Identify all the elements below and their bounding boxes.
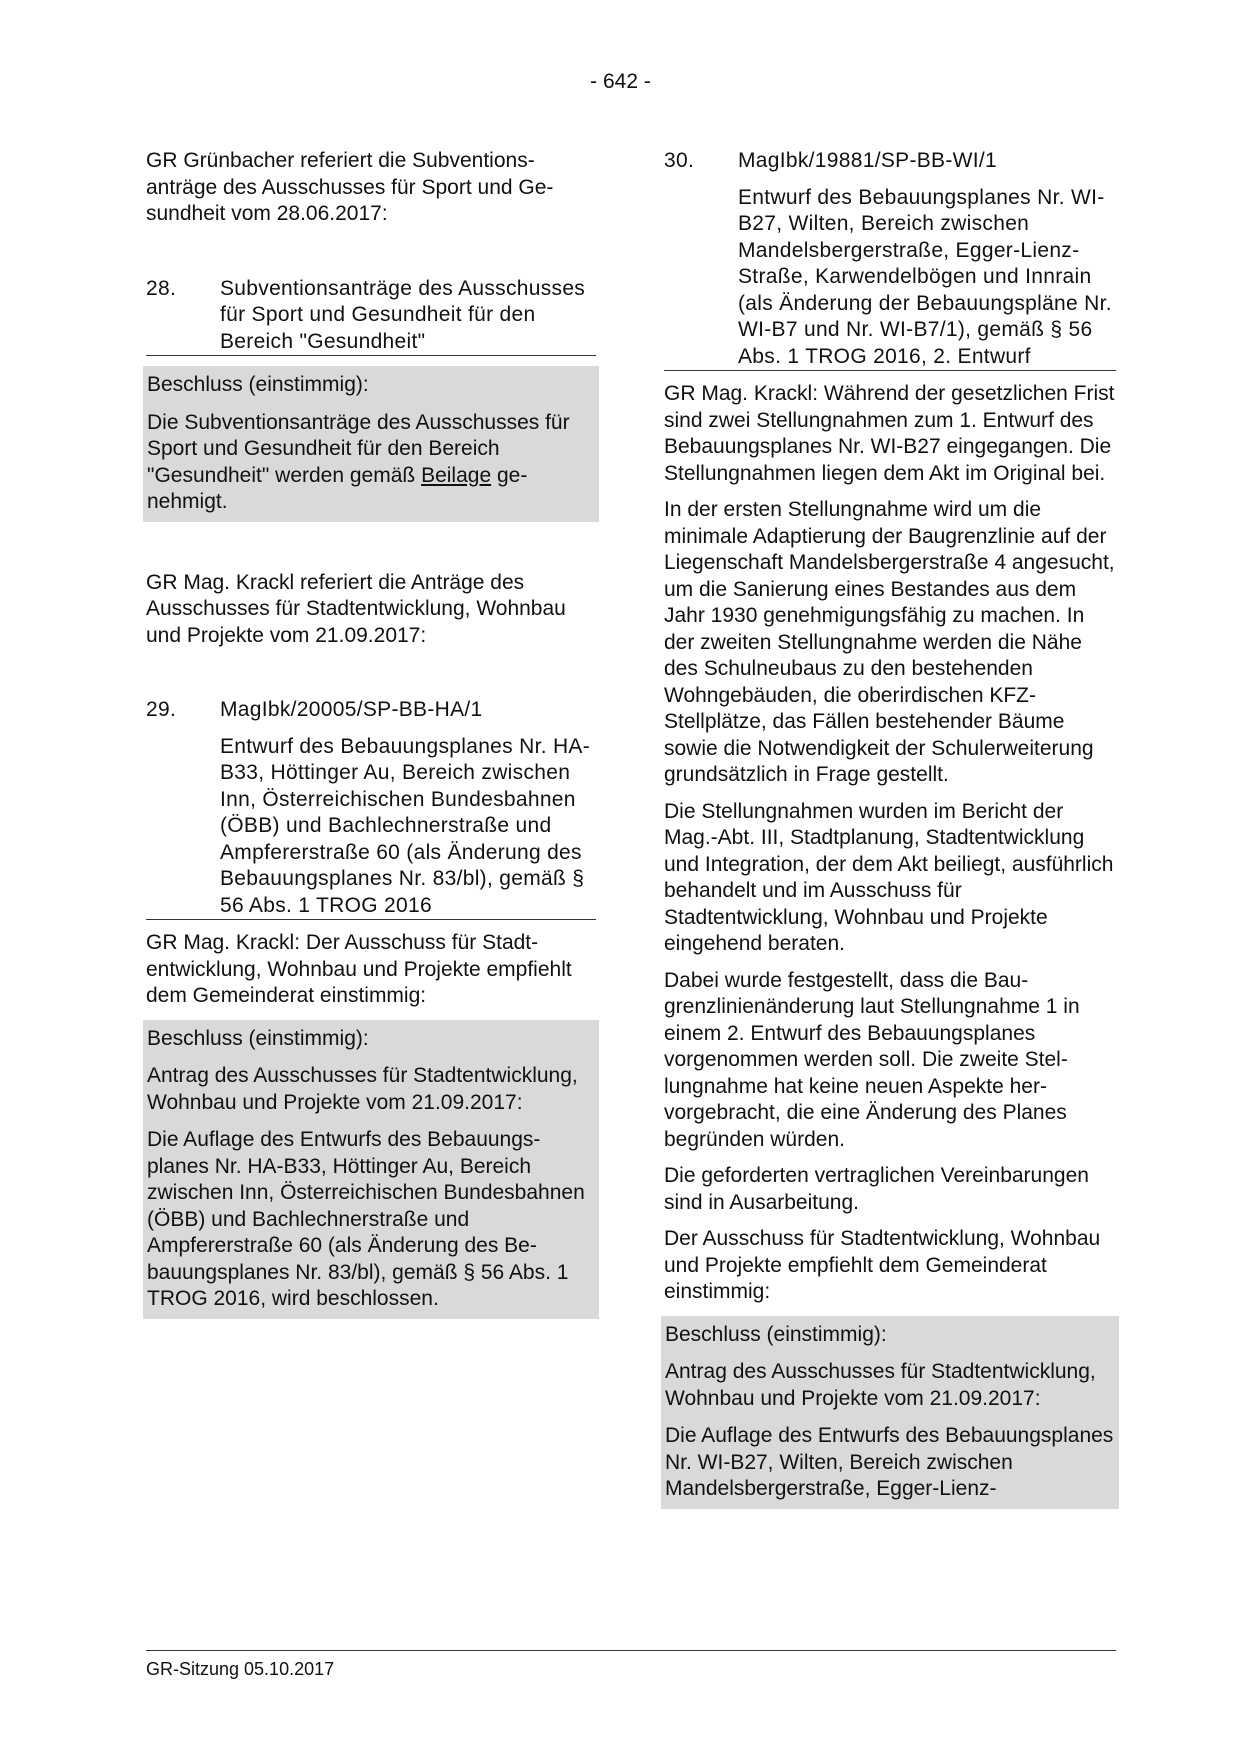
agenda-item-30 — [664, 148, 1116, 175]
paragraph-5: Die geforderten vertraglichen Vereinbarungen sind in Ausarbeitung. — [664, 1164, 1089, 1214]
agenda-item-28 — [146, 276, 596, 357]
item-code: MagIbk/20005/SP-BB-HA/1 — [220, 698, 483, 721]
item-title: Subventionsanträge des Ausschusses für Sport und Gesundheit für den Bereich "Gesundheit" — [220, 276, 586, 353]
paragraph-1: GR Mag. Krackl: Während der gesetzlichen Frist sind zwei Stellungnahmen zum 1. Entwurf des Bebauungsplanes Nr. WI-B27 eingegangen. Die Stellungnahmen liegen dem Akt im Original bei. — [664, 382, 1115, 485]
resolution-box-1 — [143, 366, 599, 522]
right-column — [664, 148, 1116, 1509]
paragraph-3: Die Stellungnahmen wurden im Bericht der Mag.-Abt. III, Stadtplanung, Stadtentwicklung und Integration, der dem Akt beiliegt, ausführlich behandelt und im Ausschuss für Stadtentwicklung, Wohnbau und Projekte eingehend beraten. — [664, 799, 1114, 955]
item-number: 29. — [146, 698, 177, 721]
item-code: MagIbk/19881/SP-BB-WI/1 — [738, 149, 998, 172]
agenda-item-29 — [146, 697, 596, 724]
committee-statement: GR Mag. Krackl: Der Ausschuss für Stadtentwicklung, Wohnbau und Projekte empfiehlt dem Gemeinderat einstimmig: — [146, 931, 572, 1007]
resolution-text: Die Auflage des Entwurfs des Bebauungsplanes Nr. HA-B33, Höttinger Au, Bereich zwischen Inn, Österreichischen Bundesbahnen (ÖBB) und Bachlechnerstraße und Ampfererstraße 60 (als Änderung des Bebauungsplanes Nr. 83/bl), gemäß § 56 Abs. 1 TROG 2016, wird beschlossen. — [147, 1128, 585, 1310]
resolution-label: Beschluss (einstimmig): — [147, 1026, 369, 1050]
item-number: 28. — [146, 276, 177, 300]
resolution-box-3 — [661, 1316, 1119, 1509]
left-column — [146, 148, 596, 1319]
footer-session-date: GR-Sitzung 05.10.2017 — [146, 1659, 335, 1679]
resolution-text: Die Subventionsanträge des Ausschusses für Sport und Gesundheit für den Bereich "Gesundheit" werden gemäß Beilage genehmigt. — [147, 410, 570, 513]
intro-krackl: GR Mag. Krackl referiert die Anträge des Ausschusses für Stadtentwicklung, Wohnbau und Projekte vom 21.09.2017: — [146, 570, 566, 647]
footer-divider — [146, 1650, 1116, 1651]
resolution-label: Beschluss (einstimmig): — [147, 373, 369, 396]
item-title: Entwurf des Bebauungsplanes Nr. HA-B33, Höttinger Au, Bereich zwischen Inn, Österreichischen Bundesbahnen (ÖBB) und Bachlechnerstraße und Ampfererstraße 60 (als Änderung des Bebauungsplanes Nr. 83/bl), gemäß § 56 Abs. 1 TROG 2016 — [146, 734, 596, 921]
resolution-box-2 — [143, 1020, 599, 1319]
motion-text: Antrag des Ausschusses für Stadtentwicklung, Wohnbau und Projekte vom 21.09.2017: — [147, 1064, 578, 1114]
paragraph-4: Dabei wurde festgestellt, dass die Baugrenzlinienänderung laut Stellungnahme 1 in einem 2. Entwurf des Bebauungsplanes vorgenommen werden soll. Die zweite Stellungnahme hat keine neuen Aspekte hervorgebracht, die eine Änderung des Planes begründen würden. — [664, 968, 1080, 1151]
intro-gruenbacher: GR Grünbacher referiert die Subventionsanträge des Ausschusses für Sport und Gesundheit vom 28.06.2017: — [146, 149, 554, 225]
paragraph-6: Der Ausschuss für Stadtentwicklung, Wohnbau und Projekte empfiehlt dem Gemeinderat einstimmig: — [664, 1227, 1101, 1303]
item-title: Entwurf des Bebauungsplanes Nr. WI-B27, Wilten, Bereich zwischen Mandelsbergerstraße, Egger-Lienz-Straße, Karwendelbögen und Innrain (als Änderung der Bebauungspläne Nr. WI-B7 und Nr. WI-B7/1), gemäß § 56 Abs. 1 TROG 2016, 2. Entwurf — [664, 185, 1116, 372]
motion-text: Antrag des Ausschusses für Stadtentwicklung, Wohnbau und Projekte vom 21.09.2017: — [665, 1360, 1096, 1410]
attachment-link[interactable]: Beilage — [421, 463, 492, 487]
resolution-text: Die Auflage des Entwurfs des Bebauungsplanes Nr. WI-B27, Wilten, Bereich zwischen Mandelsbergerstraße, Egger-Lienz- — [665, 1424, 1114, 1500]
resolution-label: Beschluss (einstimmig): — [665, 1322, 887, 1346]
item-number: 30. — [664, 149, 695, 172]
paragraph-2: In der ersten Stellungnahme wird um die minimale Adaptierung der Baugrenzlinie auf der Liegenschaft Mandelsbergerstraße 4 angesucht, um die Sanierung eines Bestandes aus dem Jahr 1930 genehmigungsfähig zu machen. In der zweiten Stellungnahme werden die Nähe des Schulneubaus zu den bestehenden Wohngebäuden, die oberirdischen KFZ-Stellplätze, das Fällen bestehender Bäume sowie die Notwendigkeit der Schulerweiterung grundsätzlich in Frage gestellt. — [664, 498, 1115, 786]
page-number: - 642 - — [590, 70, 651, 93]
